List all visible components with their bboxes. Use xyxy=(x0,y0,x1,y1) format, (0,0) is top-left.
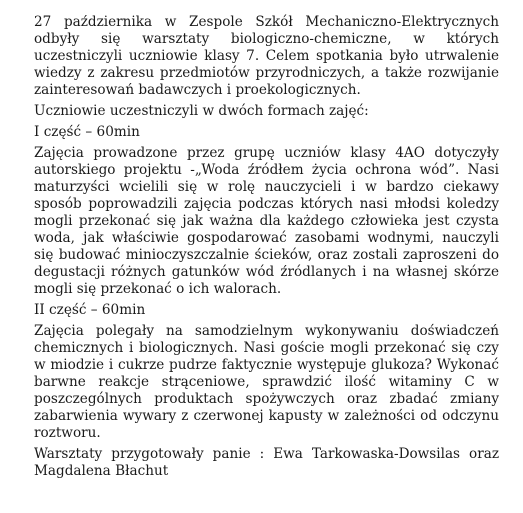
part-two-paragraph: Zajęcia polegały na samodzielnym wykonywaniu doświadczeń chemicznych i biologicznych. Nasi goście mogli przekonać się czy w miodzie i cukrze pudrze faktycznie występuje glukoza? Wykonać barwne reakcje strąceniowe, sprawdzić ilość witaminy C w poszczególnych produktach spożywczych oraz zbadać zmiany zabarwienia wywary z czerwonej kapusty w zależności od odczynu roztworu. xyxy=(34,323,499,441)
organizers-paragraph: Warsztaty przygotowały panie : Ewa Tarkowaska-Dowsilas oraz Magdalena Błachut xyxy=(34,446,499,479)
forms-intro-paragraph: Uczniowie uczestniczyli w dwóch formach zajęć: xyxy=(34,103,369,119)
part-one-heading: I część – 60min xyxy=(34,124,140,140)
part-one-paragraph: Zajęcia prowadzone przez grupę uczniów klasy 4AO dotyczyły autorskiego projektu -„Woda źródłem życia ochrona wód”. Nasi maturzyści wcielili się w rolę nauczycieli i w bardzo ciekawy sposób poprowadzili zajęcia podczas których nasi młodsi koledzy mogli przekonać się jak ważna dla każdego człowieka jest czysta woda, jak właściwie gospodarować zasobami wodnymi, nauczyli się budować minioczyszczalnie ścieków, oraz zostali zaproszeni do degustacji różnych gatunków wód źródlanych i na własnej skórze mogli się przekonać o ich walorach. xyxy=(34,145,499,297)
intro-paragraph: 27 października w Zespole Szkół Mechaniczno-Elektrycznych odbyły się warsztaty biologiczno-chemiczne, w których uczestniczyli uczniowie klasy 7. Celem spotkania było utrwalenie wiedzy z zakresu przedmiotów przyrodniczych, a także rozwijanie zainteresowań badawczych i proekologicznych. xyxy=(34,14,499,98)
part-two-heading: II część – 60min xyxy=(34,302,146,318)
article-body xyxy=(34,14,499,484)
